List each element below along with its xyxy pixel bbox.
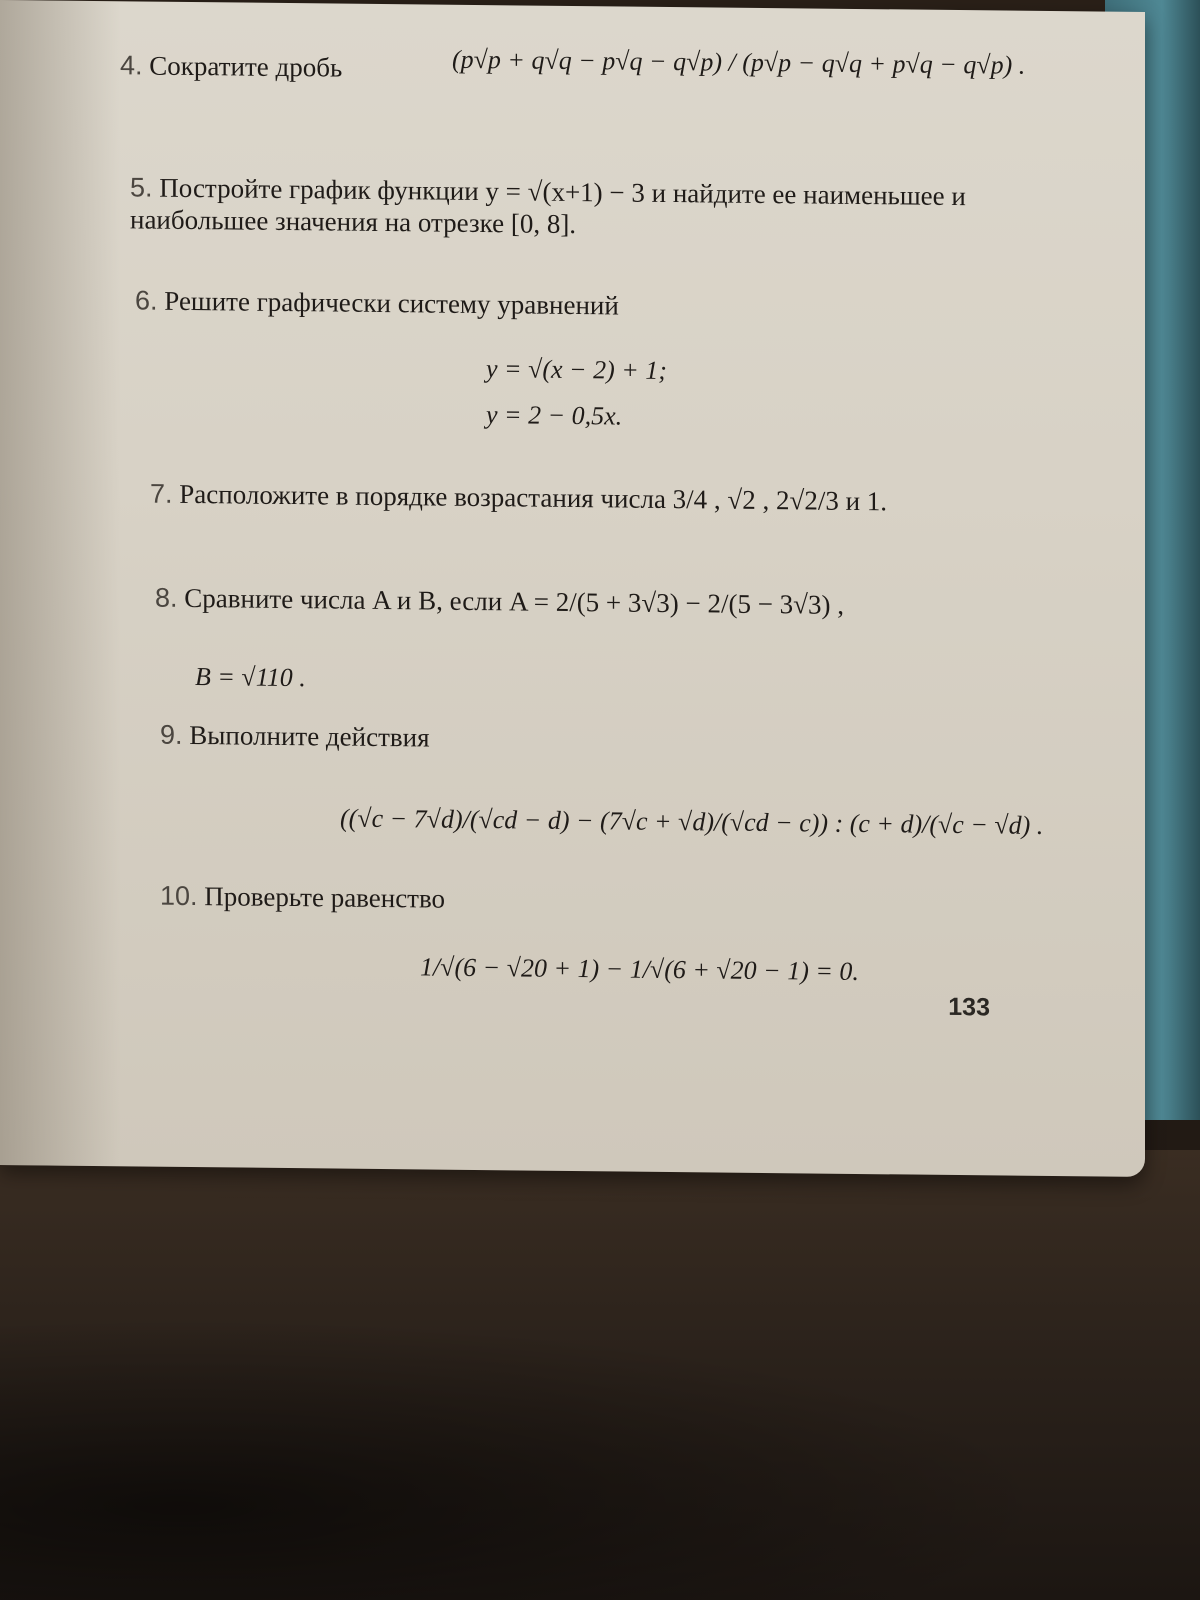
problem-number: 5. — [130, 172, 153, 203]
problem-10 — [160, 880, 1060, 922]
problem-number: 10. — [160, 880, 198, 912]
problem-number: 4. — [120, 50, 143, 81]
problem-text: Сравните числа A и B, если A = 2/(5 + 3√3) − 2/(5 − 3√3) , — [184, 582, 844, 620]
problem-9 — [160, 719, 1060, 761]
problem-4-expression: (p√p + q√q − p√q − q√p) / (p√p − q√q + p√q − q√p) . — [452, 44, 1026, 80]
problem-number: 8. — [155, 582, 178, 613]
desk-shadow — [0, 1285, 1200, 1600]
problem-10-expression: 1/√(6 − √20 + 1) − 1/√(6 + √20 − 1) = 0. — [420, 952, 859, 986]
problem-number: 7. — [150, 478, 173, 509]
problem-text: Выполните действия — [189, 719, 430, 753]
problem-8 — [155, 582, 1055, 624]
problem-text: Проверьте равенство — [204, 881, 446, 914]
equation-line-1: y = √(x − 2) + 1; — [486, 354, 667, 385]
problem-8-b-definition: B = √110 . — [195, 662, 306, 693]
problem-7 — [150, 478, 1050, 520]
problem-5 — [130, 171, 1050, 245]
page-gutter-shadow — [0, 0, 120, 1166]
problem-text: Расположите в порядке возрастания числа 3/4 , √2 , 2√2/3 и 1. — [179, 478, 888, 517]
problem-text: Постройте график функции y = √(x+1) − 3 и найдите ее наименьшее и наибольшее значения на отрезке [0, 8]. — [130, 172, 966, 240]
problem-text: Сократите дробь — [149, 50, 343, 83]
problem-number: 9. — [160, 719, 183, 750]
problem-number: 6. — [135, 285, 158, 316]
problem-9-expression: ((√c − 7√d)/(√cd − d) − (7√c + √d)/(√cd − c)) : (c + d)/(√c − √d) . — [340, 803, 1044, 840]
page-number: 133 — [948, 992, 990, 1022]
equation-line-2: y = 2 − 0,5x. — [486, 400, 623, 431]
problem-6 — [135, 284, 1035, 326]
problem-text: Решите графически систему уравнений — [164, 285, 619, 321]
